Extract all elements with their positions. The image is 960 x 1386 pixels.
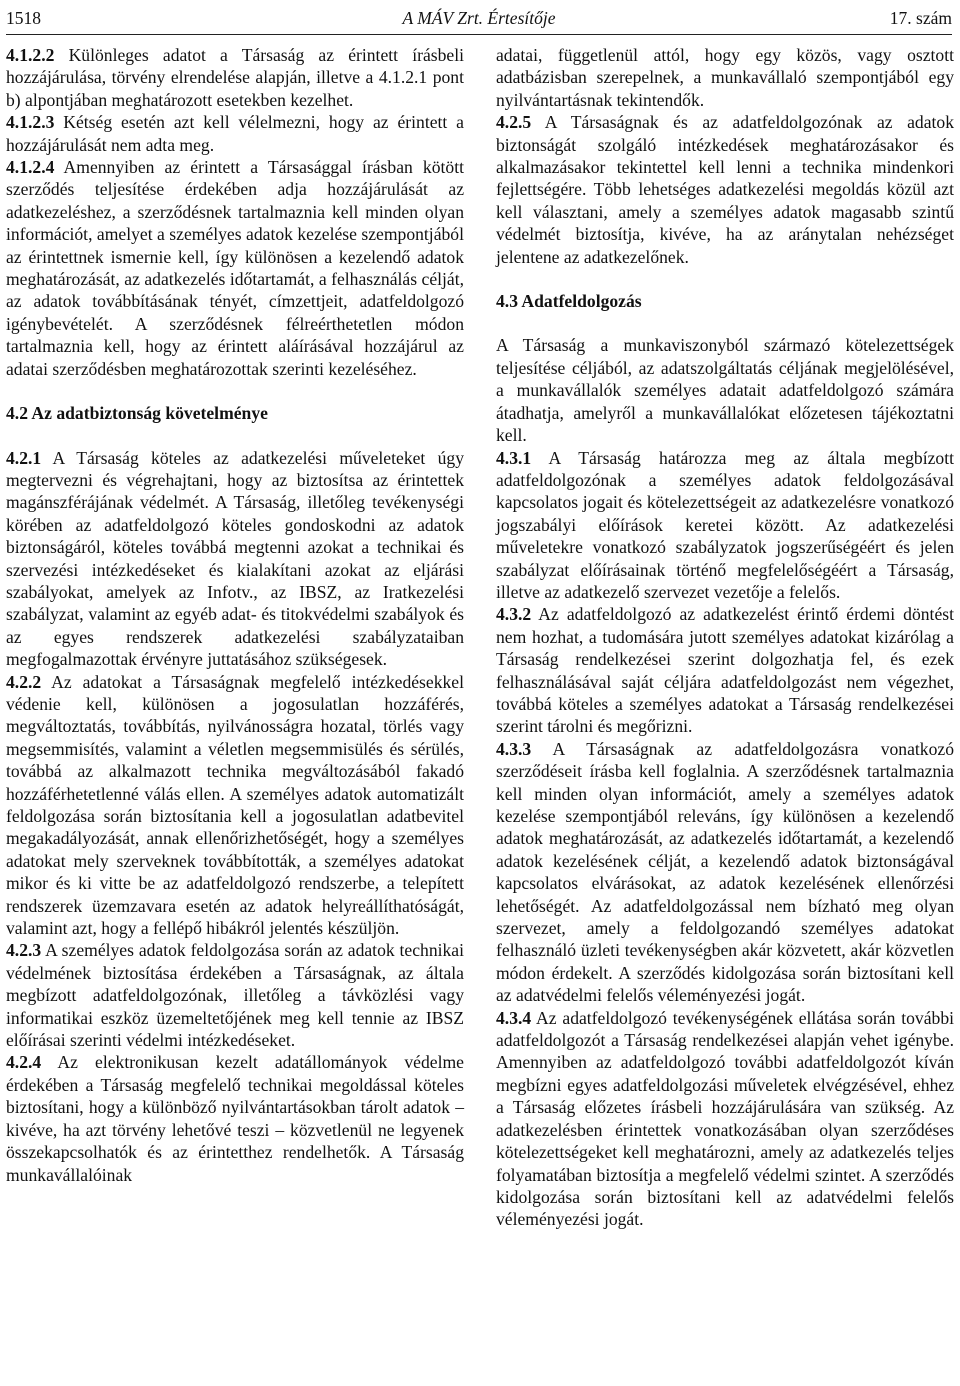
section-number: 4.1.2.3 <box>6 112 55 133</box>
paragraph-text: Kétség esetén azt kell vélelmezni, hogy az érintett a hozzájárulását nem adta meg. <box>6 112 464 155</box>
paragraph <box>6 939 464 1051</box>
paragraph-text: A Társaság a munkaviszonyból származó kötelezettségek teljesítése céljából, az adatszolgáltatás céljának megjelölésével, a munkavállalók személyes adatait adatfeldolgozó számára átadhatja, amelyről a munkavállalókat előzetesen tájékoztatni kell. <box>496 335 954 446</box>
section-number: 4.2.5 <box>496 112 532 133</box>
paragraph <box>496 111 954 268</box>
page-header <box>6 4 952 35</box>
paragraph <box>6 156 464 380</box>
section-number: 4.2.3 <box>6 940 42 961</box>
page-number: 1518 <box>6 8 41 28</box>
journal-title: A MÁV Zrt. Értesítője <box>402 8 556 28</box>
paragraph-text: A Társaság köteles az adatkezelési műveleteket úgy megtervezni és végrehajtani, hogy az biztosítsa az érintettek magánszférájának védelmét. A Társaság, illetőleg tevékenységi körében az adatfeldolgozó köteles gondoskodni az adatok biztonságáról, köteles továbbá megtenni azokat a technikai és szervezési intézkedéseket és kialakítani azokat az eljárási szabályokat, amelyek az Infotv., az IBSZ, az Iratkezelési szabályzat, valamint az egyéb adat- és titokvédelmi szabályok és az egyes rendszerek adatkezelési szabályzataiban megfogalmazottak érvényre juttatásához szükségesek. <box>6 447 464 670</box>
left-column <box>6 44 464 1186</box>
paragraph <box>496 334 954 446</box>
paragraph-text: A Társaság határozza meg az általa megbízott adatfeldolgozónak a személyes adatok feldolgozásával kapcsolatos jogait és kötelezettségeit az adatkezelésre vonatkozó jogszabályi előírások keretei között. Az adatkezelési műveletekre vonatkozó szabályzatok jogszerűségéért és jelen szabályzat előírásainak történő megfelelőségéért a Társaság, illetve az adatkezelő szervezet vezetője a felelős. <box>496 447 954 602</box>
section-number: 4.3.2 <box>496 604 532 625</box>
paragraph <box>6 1051 464 1185</box>
paragraph-text: Az adatfeldolgozó tevékenységének ellátása során további adatfeldolgozót a Társaság rendelkezései alapján vehet igénybe. Amennyiben az adatfeldolgozó további adatfeldolgozót kíván megbízni egyes adatfeldolgozási műveletek elvégzésével, ehhez a Társaság előzetes írásbeli hozzájárulására van szükség. Az adatkezelésben érintettek vonatkozásában olyan szerződéses kötelezettségeket kell meghatározni, amely az adatkezelés teljes folyamatában biztosítja a megfelelő védelmi szintet. A szerződés kidolgozása során biztosítani kell az adatvédelmi felelős véleményezési jogát. <box>496 1007 954 1230</box>
paragraph <box>6 447 464 671</box>
paragraph-text: Amennyiben az érintett a Társasággal írásban kötött szerződés teljesítése érdekében adja hozzájárulását az adatkezeléshez, a szerződésnek tartalmaznia kell minden olyan információt, amelyet a személyes adatok kezelése szempontjából az érintettnek ismernie kell, így különösen a kezelendő adatok meghatározását, az adatkezelés időtartamát, a felhasználás célját, az adatok továbbításának tényét, címzettjeit, adatfeldolgozó igénybevételét. A szerződésnek félreérthetetlen módon tartalmaznia kell, hogy az érintett aláírásával hozzájárul az adatai szerződésben meghatározottak szerinti kezeléséhez. <box>6 157 464 379</box>
paragraph <box>496 44 954 111</box>
section-number: 4.2.1 <box>6 447 42 468</box>
paragraph <box>6 671 464 940</box>
paragraph <box>496 447 954 604</box>
paragraph <box>6 44 464 111</box>
section-number: 4.2.2 <box>6 671 42 692</box>
paragraph-text: Az elektronikusan kezelt adatállományok védelme érdekében a Társaság megfelelő technikai megoldással köteles biztosítani, hogy a különböző nyilvántartásokban tárolt adatok – kivéve, ha azt törvény lehetővé teszi – közvetlenül ne legyenek összekapcsolhatók és az érintetthez rendelhetők. A Társaság munkavállalóinak <box>6 1052 464 1185</box>
section-number: 4.1.2.2 <box>6 45 55 65</box>
paragraph-text: A Társaságnak az adatfeldolgozásra vonatkozó szerződéseit írásba kell foglalnia. A szerződésnek tartalmaznia kell minden olyan információt, amely a személyes adatok kezelése szempontjából releváns, így különösen a kezelendő adatok meghatározását, az adatkezelés időtartamát, a kezelendő adatok kezelésének célját, a kezelendő adatok biztonságával kapcsolatos elvárásokat, az adatok kezelésének ellenőrzési lehetőségét. Az adatfeldolgozással nem bízható meg olyan szervezet, amely a feldolgozandó személyes adatokat felhasználó üzleti tevékenységben akár közvetett, akár közvetlen módon érdekelt. A szerződés kidolgozása során biztosítani kell az adatvédelmi felelős véleményezési jogát. <box>496 738 954 1006</box>
paragraph-text: adatai, függetlenül attól, hogy egy közös, vagy osztott adatbázisban szerepelnek, a munkavállaló szempontjából egy nyilvántartásnak tekintendők. <box>496 45 954 110</box>
spacer <box>496 268 954 290</box>
paragraph-text: A személyes adatok feldolgozása során az adatok technikai védelmének biztosítása érdekében a Társaságnak, az általa megbízott adatfeldolgozónak, illetőleg a távközlési vagy informatikai eszköz üzemeltetőjének meg kell tennie az IBSZ előírásai szerinti védelmi intézkedéseket. <box>6 940 464 1051</box>
paragraph-text: A Társaságnak és az adatfeldolgozónak az adatok biztonságát szolgáló intézkedések meghatározásakor és alkalmazásakor tekintettel kell lenni a technika mindenkori fejlettségére. Több lehetséges adatkezelési megoldás közül azt kell választani, amely a személyes adatok magasabb szintű védelmét biztosítja, kivéve, ha az aránytalan nehézséget jelentene az adatkezelőnek. <box>496 112 954 267</box>
spacer <box>496 312 954 334</box>
paragraph-text: Különleges adatot a Társaság az érintett írásbeli hozzájárulása, törvény elrendelése alapján, illetve a 4.1.2.1 pont b) alpontjában meghatározott esetekben kezelhet. <box>6 45 464 110</box>
paragraph <box>6 111 464 156</box>
section-number: 4.2.4 <box>6 1052 42 1073</box>
section-heading: 4.3 Adatfeldolgozás <box>496 291 642 312</box>
section-number: 4.3.1 <box>496 447 532 468</box>
section-number: 4.3.3 <box>496 738 532 759</box>
spacer <box>6 425 464 447</box>
right-column <box>496 44 954 1231</box>
section-number: 4.3.4 <box>496 1007 532 1028</box>
paragraph-text: Az adatokat a Társaságnak megfelelő intézkedésekkel védenie kell, különösen a jogosulatlan hozzáférés, megváltoztatás, továbbítás, nyilvánosságra hozatal, törlés vagy megsemmisítés, valamint a véletlen megsemmisülés és sérülés, továbbá az alkalmazott technika megváltozásából fakadó hozzáférhetetlenné válás ellen. A személyes adatok automatizált feldolgozása során biztosítania kell a jogosulatlan adatbevitel megakadályozását, annak ellenőrizhetőségét, hogy a személyes adatokat mely szerveknek továbbították, a személyes adatokat mikor és ki vitte be az adatfeldolgozó rendszerbe, a telepített rendszerek üzemzavara esetén az adatok helyreállíthatóságát, valamint azt, hogy a fellépő hibákról jelentés készüljön. <box>6 671 464 939</box>
paragraph <box>496 603 954 737</box>
paragraph <box>496 1007 954 1231</box>
paragraph-text: Az adatfeldolgozó az adatkezelést érintő érdemi döntést nem hozhat, a tudomására jutott személyes adatokat kizárólag a Társaság rendelkezései szerint dolgozhatja fel, és ezek felhasználásával saját céljára adatfeldolgozást nem végezhet, továbbá köteles a személyes adatokat a Társaság rendelkezései szerint tárolni és megőrizni. <box>496 604 954 737</box>
paragraph <box>496 738 954 1007</box>
issue-number: 17. szám <box>889 8 952 28</box>
section-number: 4.1.2.4 <box>6 157 55 178</box>
section-heading: 4.2 Az adatbiztonság követelménye <box>6 403 268 424</box>
spacer <box>6 380 464 402</box>
